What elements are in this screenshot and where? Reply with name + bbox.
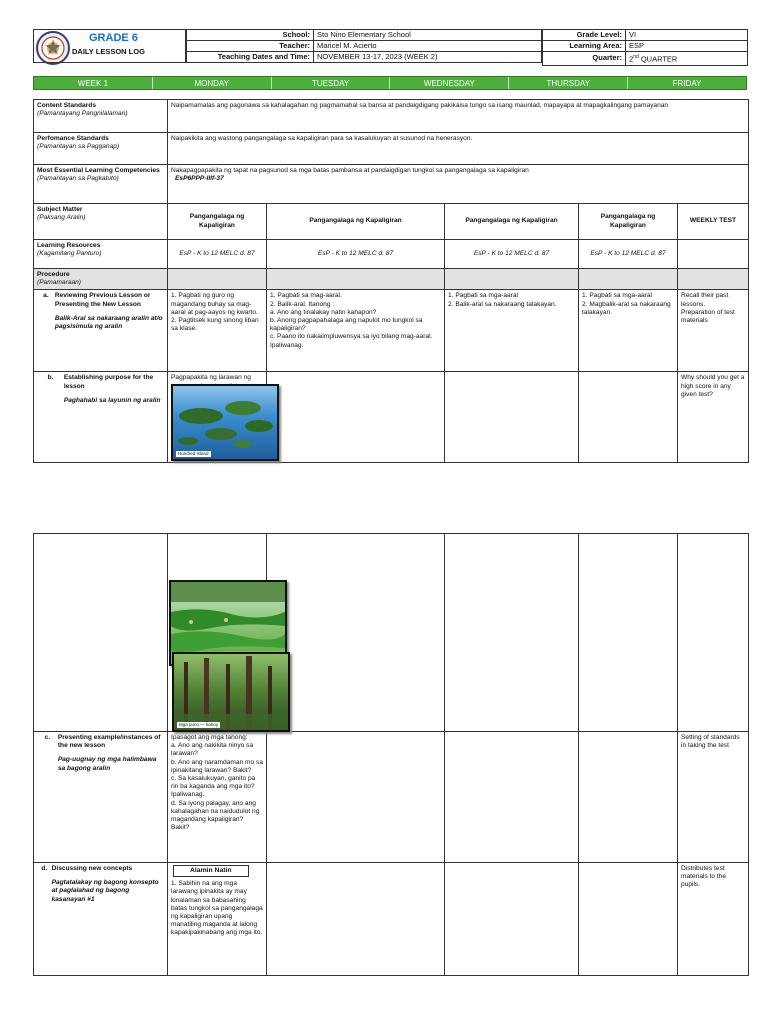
row-a-tue: 1. Pagbati sa mag-aaral. 2. Balik-aral. Itanong : a. Ano ang tinalakay natin kahapon? b. Anong pagpapahalaga ang napulot mo tungkol sa kapaligiran? c. Paano ito nakaiimpluwensya sa iyo bilang mag-aaral. Ipaliwanag. [267, 290, 445, 372]
melc-sub: (Pamantayan sa Pagkatuto) [37, 175, 119, 183]
subject-fri: WEEKLY TEST [678, 204, 749, 240]
row-d-discussing [34, 863, 749, 976]
resources-wed: EsP - K to 12 MELC d. 87 [445, 240, 579, 269]
lesson-grid-top [33, 99, 749, 463]
row-subject-matter [34, 204, 749, 240]
row-a-wed: 1. Pagbati sa mga-aaral 2. Balik-aral sa nakaraang talakayan. [445, 290, 579, 372]
performance-standards-sub: (Pamantayan sa Pagganap) [37, 143, 120, 151]
lesson-grid-bottom [33, 533, 749, 976]
log-title: DAILY LESSON LOG [72, 47, 145, 56]
row-a-label: Reviewing Previous Lesson or Presenting the New Lesson [54, 292, 151, 308]
content-standards-label: Content Standards [37, 102, 96, 109]
school-label: School: [187, 30, 314, 41]
resources-sub: (Kagamitang Panturo) [37, 250, 102, 258]
day-friday: FRIDAY [672, 79, 702, 88]
content-standards-sub: (Pamantayang Pangnilalaman) [37, 110, 128, 118]
subject-thu: Pangangalaga ng Kapaligiran [579, 204, 678, 240]
hundred-islands-image [171, 384, 279, 461]
header-info-left [186, 29, 542, 63]
week-day-bar [33, 76, 747, 90]
islands-caption: Hundred Island [178, 451, 209, 456]
melc-label: Most Essential Learning Competencies [37, 167, 160, 174]
grade-level-label: Grade Level: [543, 30, 626, 41]
row-b-mon-text: Pagpapakita ng larawan ng [171, 374, 251, 382]
row-d-fri: Distributes test materials to the pupils. [678, 863, 749, 976]
row-b-sub: Paghahabi sa layunin ng aralin [63, 396, 161, 404]
quarter-value: 2nd QUARTER [626, 52, 748, 66]
melc-code: EsP6PPP-IIIf-37 [175, 175, 224, 183]
school-value: Sto Nino Elementary School [314, 30, 542, 41]
teacher-label: Teacher: [187, 41, 314, 52]
procedure-label: Procedure [37, 271, 70, 278]
week-label: WEEK 1 [34, 77, 153, 89]
procedure-sub: (Pamamaraan) [37, 279, 81, 287]
row-b-fri: Why should you get a high score in any given test? [678, 372, 749, 463]
dates-label: Teaching Dates and Time: [187, 52, 314, 63]
resources-thu: EsP - K to 12 MELC d. 87 [579, 240, 678, 269]
area-label: Learning Area: [543, 41, 626, 52]
grade-title: GRADE 6 [89, 32, 138, 44]
forest-image [172, 652, 290, 732]
row-procedure [34, 269, 749, 290]
day-wednesday: WEDNESDAY [390, 77, 509, 89]
resources-tue: EsP - K to 12 MELC d. 87 [267, 240, 445, 269]
row-performance-standards [34, 133, 749, 165]
row-a-review [34, 290, 749, 372]
row-d-sub: Pagtatalakay ng bagong konsepto at paglalahad ng bagong kasanayan #1 [51, 879, 159, 903]
row-a-thu: 1. Pagbati sa mga-aaral 2. Magbalik-aral sa nakaraang talakayan. [579, 290, 678, 372]
row-c-mon: Ipasagot ang mga tanong: a. Ano ang nakikita ninyo sa larawan? b. Ano ang naramdaman mo sa ipinakitang larawan? Bakit? c. Sa kasalukuyan, ganito pa rin ba kaganda ang mga ito? Ipaliwanag. d. Sa iyong palagay, ano ang kahalagahan na naidudulot ng magandang kapaligiran? Bakit? [168, 732, 267, 863]
melc-value: Nakapagpapakita ng tapat na pagsunod sa mga batas pambansa at pandaigdigan tungkol sa pangangalaga sa kapaligiran [171, 167, 529, 174]
day-thursday: THURSDAY [509, 77, 628, 89]
row-c-label: Presenting example/instances of the new lesson [57, 734, 161, 750]
row-c-sub: Pag-uugnay ng mga halimbawa sa bagong aralin [57, 756, 157, 772]
subject-matter-label: Subject Matter [37, 206, 83, 213]
row-a-fri: Recall their past lessons. Preparation of test materials [678, 290, 749, 372]
area-value: ESP [626, 41, 748, 52]
dates-value: NOVEMBER 13-17, 2023 (WEEK 2) [314, 52, 542, 63]
teacher-value: Maricel M. Acierto [314, 41, 542, 52]
content-standards-value: Naipamamalas ang pagunawa sa kahalagahan ng pagmamahal sa bansa at pandaigdigang pakikaisa tungo sa isang maunlad, mapayapa at mapagkalingang pamayanan [168, 100, 749, 133]
row-c-presenting [34, 732, 749, 863]
row-b-label: Establishing purpose for the lesson [63, 374, 154, 390]
row-d-letter: d. [41, 865, 48, 872]
row-d-mon-text: 1. Sabihin na ang mga larawang ipinakita ay may kinalaman sa babasahing batas tungkol sa pangangalaga ng kapaligiran upang manatiling maganda at lalong kapakipakinabang ang mga ito. [171, 880, 263, 937]
subject-mon: Pangangalaga ng Kapaligiran [168, 204, 267, 240]
row-b-letter: b. [47, 374, 54, 382]
row-c-fri: Setting of standards in taking the test [678, 732, 749, 863]
row-a-mon: 1. Pagbati ng guro ng magandang buhay sa mag-aaral at pag-aayos ng kwarto. 2. Pagtitsek kung sinong liban sa klase. [168, 290, 267, 372]
resources-mon: EsP - K to 12 MELC d. 87 [168, 240, 267, 269]
performance-standards-value: Naipakikita ang wastong pangangalaga sa kapaligiran para sa kasalukuyan at susunod na henerasyon. [168, 133, 749, 165]
alamin-natin-tag: Alamin Natin [173, 865, 249, 877]
quarter-label: Quarter: [543, 52, 626, 66]
row-b-purpose [34, 372, 749, 463]
forest-caption: Mga puno — kahoy [179, 722, 219, 727]
row-melc [34, 165, 749, 204]
row-a-sub: Balik-Aral sa nakaraang aralin at/o pagsisimula ng aralin [54, 314, 163, 331]
row-content-standards [34, 100, 749, 133]
resources-fri [678, 240, 749, 269]
grade-level-value: VI [626, 30, 748, 41]
row-d-mon [168, 863, 267, 976]
header-title-box [33, 29, 186, 63]
row-a-letter: a. [43, 292, 49, 300]
subject-tue: Pangangalaga ng Kapaligiran [267, 204, 445, 240]
subject-wed: Pangangalaga ng Kapaligiran [445, 204, 579, 240]
day-tuesday: TUESDAY [272, 77, 391, 89]
row-image-continuation [34, 534, 749, 732]
header-info-right [542, 29, 748, 66]
row-learning-resources [34, 240, 749, 269]
row-c-letter: c. [44, 734, 51, 741]
subject-matter-sub: (Paksang Aralin) [37, 214, 86, 222]
performance-standards-label: Perfomance Standards [37, 135, 109, 142]
row-d-label: Discussing new concepts [51, 865, 133, 872]
resources-label: Learning Resources [37, 242, 101, 249]
day-monday: MONDAY [153, 77, 272, 89]
